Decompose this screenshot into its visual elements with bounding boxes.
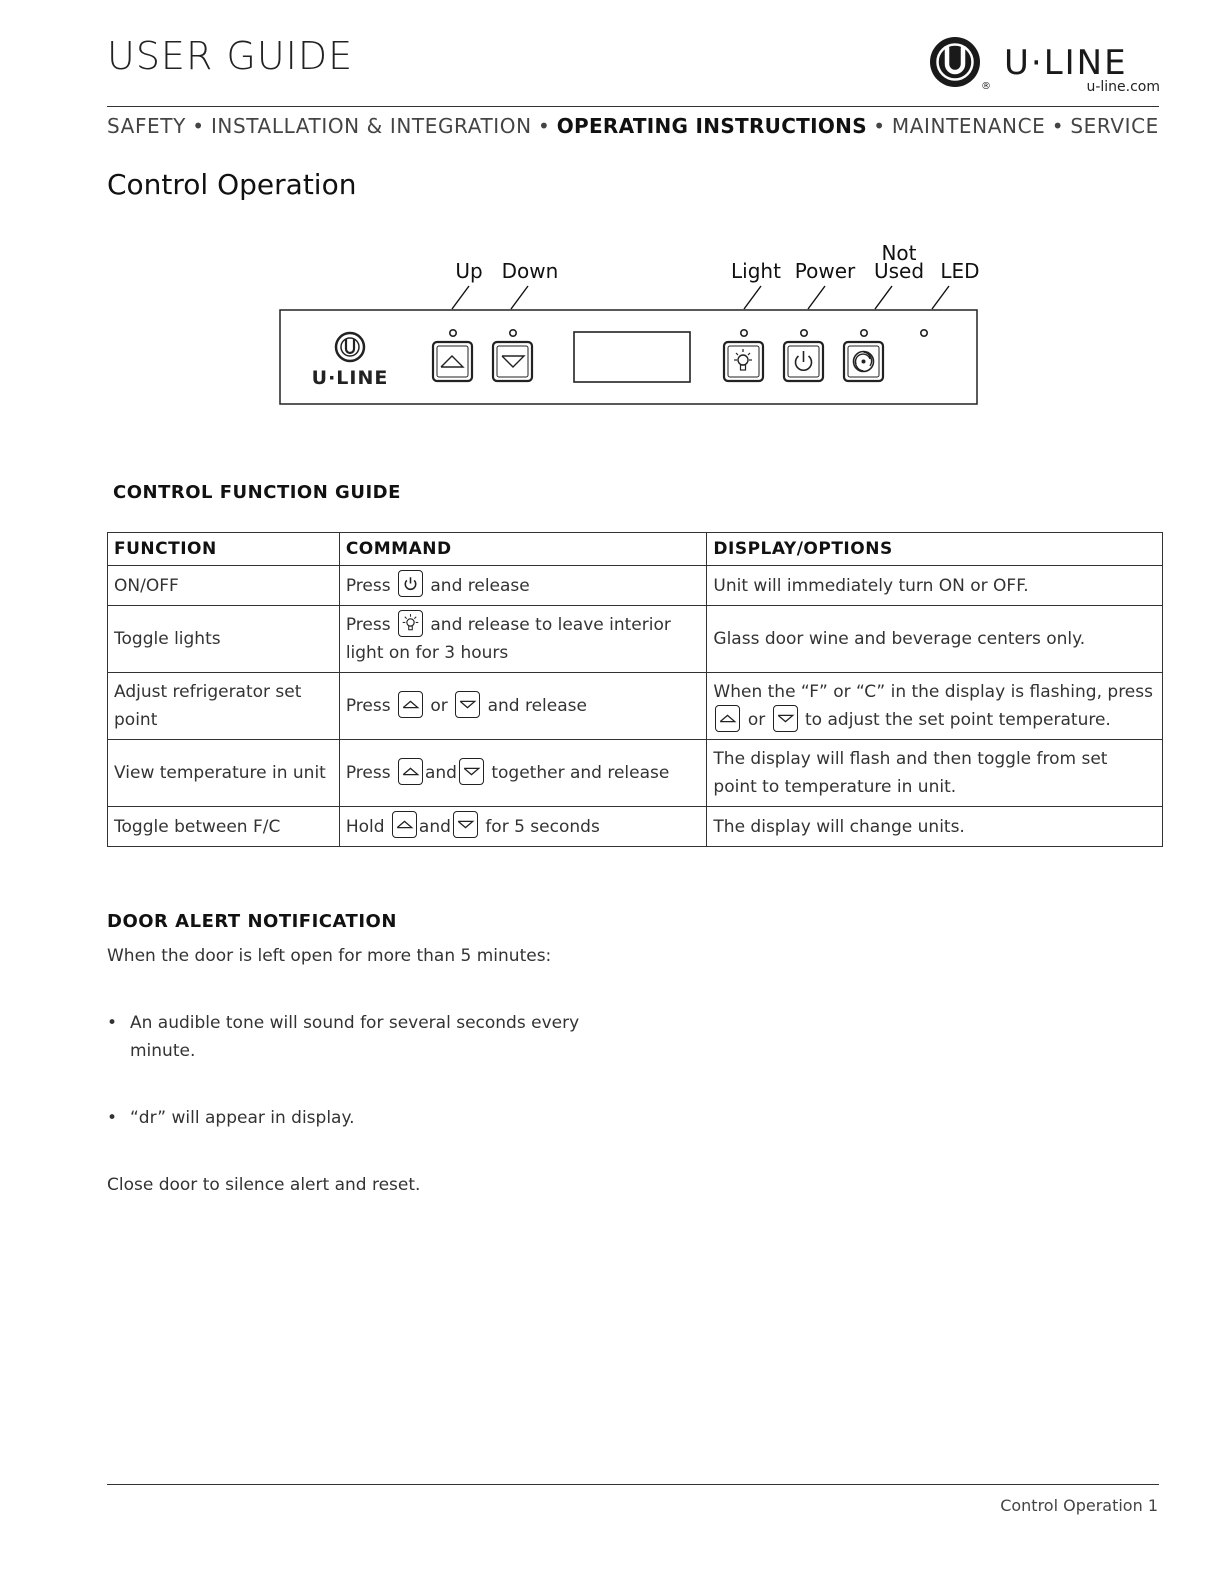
label-not-used-1: Not bbox=[881, 241, 917, 265]
command-text: Hold bbox=[345, 816, 385, 837]
command-cell bbox=[339, 673, 707, 740]
function-cell: Toggle between F/C bbox=[108, 807, 340, 847]
display-cell: Glass door wine and beverage centers only. bbox=[707, 606, 1163, 673]
command-text: Press bbox=[345, 763, 391, 783]
down-icon bbox=[773, 705, 798, 732]
door-alert-list bbox=[107, 1009, 587, 1171]
table-row bbox=[108, 740, 1163, 807]
nav-operating-instructions: OPERATING INSTRUCTIONS bbox=[556, 114, 867, 138]
display-cell: The display will change units. bbox=[707, 807, 1163, 847]
control-function-table bbox=[107, 532, 1163, 847]
nav-separator: • bbox=[873, 114, 886, 138]
light-icon bbox=[398, 610, 423, 637]
command-cell bbox=[339, 807, 707, 847]
led-indicator bbox=[921, 330, 927, 336]
table-row bbox=[108, 673, 1163, 740]
nav-safety: SAFETY bbox=[107, 114, 186, 138]
door-alert-closing: Close door to silence alert and reset. bbox=[107, 1175, 421, 1195]
command-text: for 5 seconds bbox=[485, 816, 600, 837]
leader-lines bbox=[452, 286, 949, 309]
guide-title: CONTROL FUNCTION GUIDE bbox=[113, 482, 401, 503]
up-icon bbox=[398, 691, 423, 718]
document-title: USER GUIDE bbox=[107, 34, 354, 78]
label-down: Down bbox=[501, 259, 559, 283]
nav-separator: • bbox=[1051, 114, 1065, 138]
function-cell: Adjust refrigerator set point bbox=[108, 673, 340, 740]
down-icon bbox=[453, 811, 478, 838]
brand-emblem-icon bbox=[930, 37, 980, 87]
nav-separator: • bbox=[192, 114, 205, 138]
nav-service: SERVICE bbox=[1070, 114, 1159, 138]
list-item: • An audible tone will sound for several seconds every minute. bbox=[107, 1009, 587, 1065]
display-cell: The display will flash and then toggle from set point to temperature in unit. bbox=[707, 740, 1163, 807]
indicator-dot bbox=[861, 330, 867, 336]
up-icon bbox=[715, 705, 740, 732]
command-text: Press bbox=[345, 696, 391, 716]
down-button-icon bbox=[493, 342, 532, 381]
power-button-icon bbox=[784, 342, 823, 381]
command-cell bbox=[339, 606, 707, 673]
command-text: together and release bbox=[491, 763, 670, 783]
up-icon bbox=[398, 758, 423, 785]
display-text: to adjust the set point temperature. bbox=[805, 710, 1111, 730]
display-text: When the “F” or “C” in the display is flashing, press bbox=[713, 682, 1153, 702]
indicator-dot bbox=[741, 330, 747, 336]
unused-button-icon bbox=[844, 342, 883, 381]
command-cell bbox=[339, 566, 707, 606]
footer-divider bbox=[107, 1484, 1159, 1485]
command-text: and release bbox=[487, 696, 587, 716]
indicator-dot bbox=[450, 330, 456, 336]
table-header-row bbox=[108, 533, 1163, 566]
command-text: and bbox=[418, 816, 451, 837]
label-not-used-2: Used bbox=[873, 259, 925, 283]
brand-url: u-line.com bbox=[1086, 79, 1160, 95]
brand-wordmark: U·LINE bbox=[1004, 43, 1128, 83]
list-item: • “dr” will appear in display. bbox=[107, 1104, 587, 1132]
command-cell bbox=[339, 740, 707, 807]
command-text: or bbox=[430, 696, 448, 716]
command-text: Press bbox=[345, 615, 391, 635]
function-cell: Toggle lights bbox=[108, 606, 340, 673]
indicator-dot bbox=[510, 330, 516, 336]
registered-mark: ® bbox=[981, 81, 991, 92]
down-icon bbox=[455, 691, 480, 718]
label-power: Power bbox=[794, 259, 856, 283]
table-row bbox=[108, 606, 1163, 673]
control-panel-diagram bbox=[270, 236, 990, 416]
label-led: LED bbox=[940, 259, 980, 283]
display-text: or bbox=[747, 710, 766, 730]
label-up: Up bbox=[455, 259, 483, 283]
door-alert-title: DOOR ALERT NOTIFICATION bbox=[107, 911, 397, 932]
down-icon bbox=[459, 758, 484, 785]
col-header-function: FUNCTION bbox=[108, 533, 340, 566]
display-cell: Unit will immediately turn ON or OFF. bbox=[707, 566, 1163, 606]
col-header-display: DISPLAY/OPTIONS bbox=[707, 533, 1163, 566]
col-header-command: COMMAND bbox=[339, 533, 707, 566]
section-title: Control Operation bbox=[107, 168, 357, 201]
nav-installation: INSTALLATION & INTEGRATION bbox=[210, 114, 532, 138]
command-text: and release bbox=[430, 575, 530, 596]
light-button-icon bbox=[724, 342, 763, 381]
command-text: and release to leave interior light on for 3 hours bbox=[345, 615, 671, 663]
page-footer: Control Operation 1 bbox=[1000, 1496, 1158, 1515]
power-icon bbox=[398, 570, 423, 597]
panel-brand: U·LINE bbox=[311, 367, 389, 389]
indicator-dot bbox=[801, 330, 807, 336]
section-nav bbox=[107, 114, 1159, 138]
display-cell bbox=[707, 673, 1163, 740]
table-row bbox=[108, 807, 1163, 847]
header-divider bbox=[107, 106, 1159, 107]
command-text: Press bbox=[345, 575, 391, 596]
function-cell: View temperature in unit bbox=[108, 740, 340, 807]
nav-maintenance: MAINTENANCE bbox=[891, 114, 1046, 138]
label-light: Light bbox=[731, 259, 781, 283]
up-button-icon bbox=[433, 342, 472, 381]
table-row bbox=[108, 566, 1163, 606]
command-text: and bbox=[424, 763, 457, 783]
up-icon bbox=[392, 811, 417, 838]
temperature-display bbox=[574, 332, 690, 382]
door-alert-intro: When the door is left open for more than 5 minutes: bbox=[107, 946, 552, 966]
function-cell: ON/OFF bbox=[108, 566, 340, 606]
nav-separator: • bbox=[537, 114, 551, 138]
